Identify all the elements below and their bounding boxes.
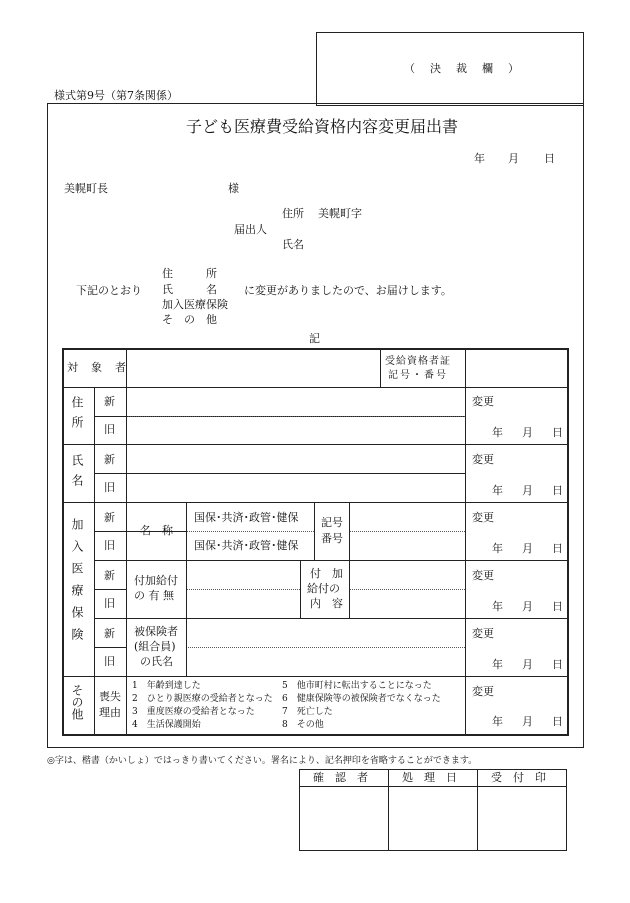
form-number: 様式第9号（第7条関係） [54, 89, 178, 102]
supplement-content-1: 付 加 [310, 567, 343, 580]
supplement-month: 月 [522, 600, 533, 613]
applicant-address-value: 美幌町字 [318, 207, 362, 220]
number-label: 番号 [321, 532, 343, 545]
insurance-types-old: 国保･共済･政管･健保 [194, 539, 299, 552]
name-year: 年 [492, 484, 503, 497]
stamp-header-checker: 確 認 者 [313, 771, 368, 784]
supplement-new: 新 [104, 569, 115, 582]
other-label: その他 [70, 684, 84, 720]
insurance-change: 変更 [472, 511, 494, 524]
reason-4: 4 生活保護開始 [132, 720, 201, 730]
reason-6: 6 健康保険等の被保険者でなくなった [282, 694, 441, 704]
insured-change: 変更 [472, 627, 494, 640]
address-label: 住所 [70, 396, 84, 436]
notice-option-other: そ の 他 [162, 313, 217, 326]
other-year: 年 [492, 715, 503, 728]
insured-label-1: 被保険者 [134, 625, 178, 638]
reason-5: 5 他市町村に転出することになった [282, 681, 432, 691]
cert-label-1: 受給資格者証 [385, 356, 451, 367]
insurance-day: 日 [552, 542, 563, 555]
addressee-name: 美幌町長 [64, 182, 108, 195]
cert-label-2: 記号・番号 [388, 370, 448, 381]
supplement-old: 旧 [104, 597, 115, 610]
insured-new: 新 [104, 627, 115, 640]
other-month: 月 [522, 715, 533, 728]
supplement-change: 変更 [472, 569, 494, 582]
insured-day: 日 [552, 658, 563, 671]
reason-2: 2 ひとり親医療の受給者となった [132, 694, 273, 704]
name-new: 新 [104, 453, 115, 466]
applicant-name-label: 氏名 [282, 238, 304, 251]
insured-month: 月 [522, 658, 533, 671]
insured-old: 旧 [104, 655, 115, 668]
supplement-label-2: の 有 無 [134, 589, 174, 602]
name-month: 月 [522, 484, 533, 497]
date-day: 日 [544, 152, 555, 165]
address-new: 新 [104, 395, 115, 408]
notice-prefix: 下記のとおり [76, 284, 142, 297]
insurance-label: 加入医療保険 [70, 518, 84, 650]
loss-label-2: 理由 [99, 706, 121, 719]
name-change: 変更 [472, 453, 494, 466]
address-day: 日 [552, 426, 563, 439]
insurance-month: 月 [522, 542, 533, 555]
reason-3: 3 重度医療の受給者となった [132, 707, 255, 717]
subject-label: 対 象 者 [67, 361, 127, 374]
notice-option-address: 住 所 [162, 267, 217, 280]
date-year: 年 [474, 152, 485, 165]
name-label: 氏名 [70, 454, 84, 494]
reason-8: 8 その他 [282, 720, 324, 730]
insurance-old: 旧 [104, 539, 115, 552]
name-day: 日 [552, 484, 563, 497]
insured-year: 年 [492, 658, 503, 671]
other-change: 変更 [472, 685, 494, 698]
reason-1: 1 年齢到達した [132, 681, 201, 691]
insurance-new: 新 [104, 511, 115, 524]
address-old: 旧 [104, 423, 115, 436]
ki-label: 記 [309, 332, 320, 345]
notice-option-name: 氏 名 [162, 283, 217, 296]
form-title: 子ども医療費受給資格内容変更届出書 [186, 117, 459, 136]
date-month: 月 [508, 152, 519, 165]
address-year: 年 [492, 426, 503, 439]
addressee-honorific: 様 [228, 182, 239, 195]
footnote: ◎字は、楷書（かいしょ）ではっきり書いてください。署名により、記名押印を省略することができます。 [47, 756, 478, 766]
applicant-label: 届出人 [234, 223, 267, 236]
notice-suffix: に変更がありましたので、お届けします。 [244, 284, 452, 297]
insurance-name-label: 名 称 [140, 524, 173, 537]
address-change: 変更 [472, 395, 494, 408]
approval-box-label: （ 決 裁 欄 ） [404, 62, 521, 75]
supplement-day: 日 [552, 600, 563, 613]
supplement-content-2: 給付の [307, 582, 340, 595]
loss-label-1: 喪失 [99, 690, 121, 703]
other-day: 日 [552, 715, 563, 728]
supplement-label-1: 付加給付 [134, 574, 178, 587]
applicant-address-label: 住所 [282, 207, 304, 220]
name-old: 旧 [104, 481, 115, 494]
insured-label-3: の氏名 [140, 655, 173, 668]
reason-7: 7 死亡した [282, 707, 333, 717]
supplement-content-3: 内 容 [310, 597, 343, 610]
symbol-label: 記号 [321, 516, 343, 529]
supplement-year: 年 [492, 600, 503, 613]
stamp-header-receipt: 受 付 印 [491, 771, 546, 784]
notice-option-insurance: 加入医療保険 [162, 298, 228, 311]
stamp-header-date: 処 理 日 [402, 771, 457, 784]
address-month: 月 [522, 426, 533, 439]
insured-label-2: (組合員) [134, 640, 176, 653]
insurance-types-new: 国保･共済･政管･健保 [194, 511, 299, 524]
insurance-year: 年 [492, 542, 503, 555]
